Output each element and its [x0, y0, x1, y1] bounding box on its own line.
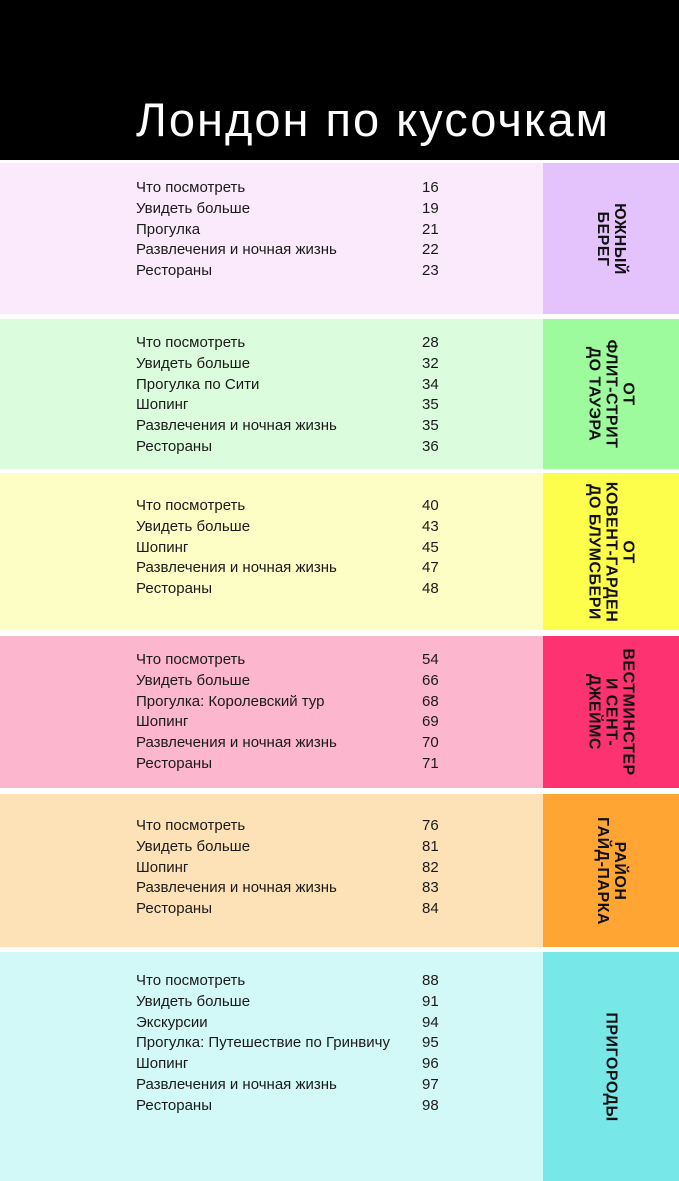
entry-page-number: 35	[422, 417, 439, 435]
contents-entry[interactable]	[136, 395, 456, 416]
entry-label: Прогулка: Королевский тур	[136, 692, 325, 710]
entry-page-number: 71	[422, 754, 439, 772]
section-covent-garden-bloomsbury	[0, 473, 679, 630]
contents-entry[interactable]	[136, 971, 456, 992]
section-tab-label: ОТ КОВЕНТ-ГАРДЕН ДО БЛУМСБЕРИ	[585, 481, 637, 622]
entry-page-number: 23	[422, 262, 439, 280]
entry-label: Развлечения и ночная жизнь	[136, 734, 337, 752]
contents-entry[interactable]	[136, 733, 456, 754]
section-tab-label: ВЕСТМИНСТЕР И СЕНТ- ДЖЕЙМС	[585, 648, 637, 776]
contents-list	[136, 971, 456, 1117]
entry-page-number: 70	[422, 734, 439, 752]
contents-entry[interactable]	[136, 816, 456, 837]
section-tab[interactable]	[543, 952, 679, 1181]
entry-label: Экскурсии	[136, 1013, 208, 1031]
entry-label: Прогулка	[136, 220, 201, 238]
entry-page-number: 94	[422, 1013, 439, 1031]
section-tab[interactable]	[543, 636, 679, 788]
entry-label: Увидеть больше	[136, 354, 251, 372]
contents-list	[136, 650, 456, 775]
entry-page-number: 96	[422, 1055, 439, 1073]
section-suburbs	[0, 952, 679, 1181]
entry-label: Рестораны	[136, 1096, 212, 1114]
entry-label: Развлечения и ночная жизнь	[136, 879, 337, 897]
entry-label: Рестораны	[136, 900, 212, 918]
section-fleet-street-tower	[0, 319, 679, 469]
entry-page-number: 21	[422, 220, 439, 238]
entry-label: Развлечения и ночная жизнь	[136, 559, 337, 577]
contents-entry[interactable]	[136, 837, 456, 858]
entry-label: Увидеть больше	[136, 837, 251, 855]
entry-page-number: 45	[422, 538, 439, 556]
entry-label: Увидеть больше	[136, 992, 251, 1010]
contents-entry[interactable]	[136, 878, 456, 899]
entry-page-number: 76	[422, 817, 439, 834]
entry-label: Шопинг	[136, 858, 189, 876]
contents-entry[interactable]	[136, 178, 456, 199]
contents-list	[136, 333, 456, 458]
contents-list	[136, 496, 456, 600]
entry-label: Рестораны	[136, 754, 212, 772]
entry-label: Развлечения и ночная жизнь	[136, 1075, 337, 1093]
entry-label: Что посмотреть	[136, 817, 246, 834]
entry-page-number: 66	[422, 671, 439, 689]
contents-entry[interactable]	[136, 992, 456, 1013]
entry-label: Увидеть больше	[136, 517, 251, 535]
entry-page-number: 54	[422, 651, 439, 668]
entry-label: Рестораны	[136, 580, 212, 598]
contents-entry[interactable]	[136, 538, 456, 559]
entry-page-number: 98	[422, 1096, 439, 1114]
section-tab-label: ОТ ФЛИТ-СТРИТ ДО ТАУЭРА	[585, 339, 637, 449]
page-title: Лондон по кусочкам	[136, 93, 610, 146]
contents-entry[interactable]	[136, 1013, 456, 1034]
entry-label: Шопинг	[136, 538, 189, 556]
entry-page-number: 32	[422, 354, 439, 372]
entry-page-number: 82	[422, 858, 439, 876]
entry-label: Шопинг	[136, 713, 189, 731]
contents-entry[interactable]	[136, 354, 456, 375]
section-tab[interactable]	[543, 794, 679, 947]
contents-entry[interactable]	[136, 261, 456, 282]
section-hyde-park	[0, 794, 679, 947]
contents-entry[interactable]	[136, 1033, 456, 1054]
section-tab[interactable]	[543, 163, 679, 314]
entry-page-number: 97	[422, 1075, 439, 1093]
entry-label: Шопинг	[136, 1055, 189, 1073]
entry-page-number: 88	[422, 972, 439, 989]
entry-label: Что посмотреть	[136, 651, 246, 668]
contents-entry[interactable]	[136, 220, 456, 241]
contents-entry[interactable]	[136, 496, 456, 517]
entry-label: Развлечения и ночная жизнь	[136, 241, 337, 259]
section-tab-label: ЮЖНЫЙ БЕРЕГ	[594, 202, 628, 275]
entry-page-number: 40	[422, 497, 439, 514]
entry-page-number: 19	[422, 199, 439, 217]
section-tab-label: РАЙОН ГАЙД-ПАРКА	[594, 816, 628, 925]
section-tab[interactable]	[543, 319, 679, 469]
entry-label: Что посмотреть	[136, 972, 246, 989]
entry-page-number: 28	[422, 334, 439, 351]
entry-page-number: 69	[422, 713, 439, 731]
contents-list	[136, 178, 456, 282]
contents-entry[interactable]	[136, 671, 456, 692]
entry-page-number: 35	[422, 396, 439, 414]
contents-entry[interactable]	[136, 416, 456, 437]
contents-entry[interactable]	[136, 1054, 456, 1075]
contents-entry[interactable]	[136, 858, 456, 879]
contents-entry[interactable]	[136, 712, 456, 733]
entry-label: Шопинг	[136, 396, 189, 414]
entry-page-number: 34	[422, 375, 439, 393]
contents-entry[interactable]	[136, 650, 456, 671]
entry-page-number: 22	[422, 241, 439, 259]
entry-page-number: 48	[422, 580, 439, 598]
contents-entry[interactable]	[136, 899, 456, 920]
contents-entry[interactable]	[136, 1096, 456, 1117]
entry-page-number: 83	[422, 879, 439, 897]
contents-entry[interactable]	[136, 579, 456, 600]
entry-page-number: 81	[422, 837, 439, 855]
section-westminster-st-james	[0, 636, 679, 788]
contents-entry[interactable]	[136, 240, 456, 261]
contents-entry[interactable]	[136, 375, 456, 396]
contents-entry[interactable]	[136, 199, 456, 220]
contents-entry[interactable]	[136, 754, 456, 775]
contents-entry[interactable]	[136, 692, 456, 713]
entry-label: Увидеть больше	[136, 671, 251, 689]
entry-label: Развлечения и ночная жизнь	[136, 417, 337, 435]
contents-entry[interactable]	[136, 558, 456, 579]
entry-page-number: 91	[422, 992, 439, 1010]
entry-label: Прогулка по Сити	[136, 375, 260, 393]
entry-page-number: 95	[422, 1034, 439, 1052]
header	[0, 0, 679, 160]
contents-entry[interactable]	[136, 1075, 456, 1096]
contents-entry[interactable]	[136, 517, 456, 538]
entry-label: Что посмотреть	[136, 334, 246, 351]
contents-entry[interactable]	[136, 333, 456, 354]
entry-page-number: 84	[422, 900, 439, 918]
entry-label: Рестораны	[136, 437, 212, 455]
entry-label: Что посмотреть	[136, 179, 246, 196]
entry-page-number: 68	[422, 692, 439, 710]
entry-page-number: 16	[422, 179, 439, 196]
entry-page-number: 36	[422, 437, 439, 455]
entry-page-number: 47	[422, 559, 439, 577]
entry-label: Прогулка: Путешествие по Гринвичу	[136, 1034, 390, 1052]
contents-entry[interactable]	[136, 437, 456, 458]
section-south-bank	[0, 163, 679, 314]
section-tab[interactable]	[543, 473, 679, 630]
section-tab-label: ПРИГОРОДЫ	[602, 1011, 620, 1122]
entry-label: Рестораны	[136, 262, 212, 280]
entry-page-number: 43	[422, 517, 439, 535]
entry-label: Что посмотреть	[136, 497, 246, 514]
entry-label: Увидеть больше	[136, 199, 251, 217]
contents-list	[136, 816, 456, 920]
